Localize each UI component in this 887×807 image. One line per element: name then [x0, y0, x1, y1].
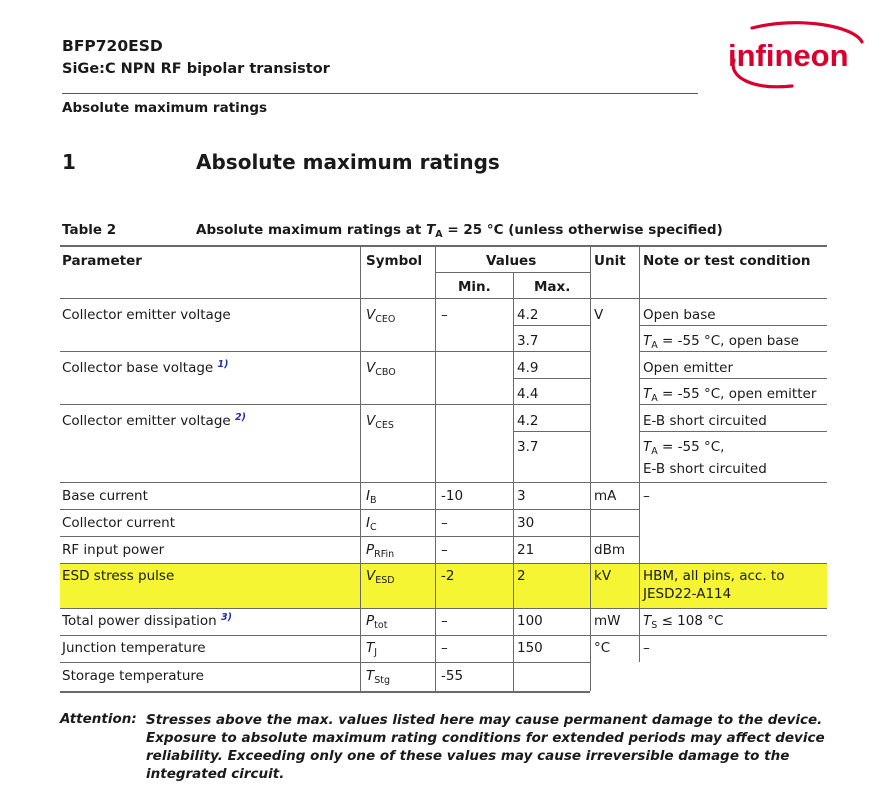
- row12-parameter: Storage temperature: [62, 668, 204, 684]
- row11-symbol: $T_J$: [366, 640, 378, 658]
- row6-note: –: [643, 488, 650, 504]
- row11-max: 150: [517, 640, 543, 656]
- product-subtitle: SiGe:C NPN RF bipolar transistor: [62, 61, 330, 77]
- row10-max: 100: [517, 613, 543, 629]
- attention-text: Stresses above the max. values listed here may cause permanent damage to the device. Exposure to absolute maximum rating conditions for extended periods may affect device reliability. Exceeding only one of these values may cause irreversible damage to the integrated circuit.: [146, 712, 825, 782]
- row3-max: 4.4: [517, 386, 539, 402]
- section-heading: Absolute maximum ratings: [196, 150, 500, 174]
- row11-parameter: Junction temperature: [62, 640, 206, 656]
- section-number: 1: [62, 150, 76, 174]
- product-name: BFP720ESD: [62, 37, 163, 55]
- row4-symbol: $V_{CES}$: [366, 413, 394, 431]
- footnote-3: 3): [220, 612, 232, 623]
- row7-parameter: Collector current: [62, 515, 176, 531]
- row0-note: Open base: [643, 307, 716, 323]
- row9-note: HBM, all pins, acc. to: [643, 568, 785, 584]
- row10-parameter: Total power dissipation $^{3)}$: [62, 612, 232, 629]
- row0-unit: V: [594, 307, 604, 323]
- row11-unit: °C: [594, 640, 611, 656]
- row5-note: $T_A = -55$ °C,: [643, 439, 725, 457]
- col-header-max: Max.: [534, 279, 571, 295]
- row4-note: E-B short circuited: [643, 413, 767, 429]
- row12-symbol: $T_{Stg}$: [366, 668, 391, 686]
- col-header-parameter: Parameter: [62, 253, 142, 269]
- row7-min: –: [441, 515, 448, 531]
- col-header-values: Values: [486, 253, 537, 269]
- row10-note: $T_S \le 108$ °C: [643, 613, 724, 631]
- row11-note: –: [643, 640, 650, 656]
- row0-max: 4.2: [517, 307, 539, 323]
- attention-label: Attention:: [60, 711, 137, 727]
- row5-max: 3.7: [517, 439, 539, 455]
- row8-unit: dBm: [594, 542, 625, 558]
- row6-symbol: $I_B$: [366, 488, 377, 506]
- footnote-1: 1): [217, 359, 229, 370]
- row1-max: 3.7: [517, 333, 539, 349]
- row2-max: 4.9: [517, 360, 539, 376]
- row6-unit: mA: [594, 488, 617, 504]
- row9-max: 2: [517, 568, 526, 584]
- logo-wordmark: infineon: [728, 38, 849, 73]
- row8-max: 21: [517, 542, 535, 558]
- row10-symbol: $P_{tot}$: [366, 613, 388, 631]
- running-section-title: Absolute maximum ratings: [62, 100, 268, 116]
- row6-parameter: Base current: [62, 488, 148, 504]
- footnote-2: 2): [235, 412, 246, 423]
- row7-symbol: $I_C$: [366, 515, 377, 533]
- row8-min: –: [441, 542, 448, 558]
- row5-note-line2: E-B short circuited: [643, 461, 767, 477]
- row11-min: –: [441, 640, 448, 656]
- row1-note: $T_A = -55$ °C, open base: [643, 333, 799, 351]
- infineon-logo: [714, 20, 866, 92]
- table-caption: Absolute maximum ratings at $T_A = 25$ °C (unless otherwise specified): [196, 222, 723, 240]
- table-id: Table 2: [62, 222, 117, 238]
- ratings-table: [60, 245, 827, 693]
- col-header-symbol: Symbol: [366, 253, 423, 269]
- row2-note: Open emitter: [643, 360, 733, 376]
- row6-min: -10: [441, 488, 464, 504]
- row9-note-line2: JESD22-A114: [643, 586, 732, 602]
- row0-parameter: Collector emitter voltage: [62, 307, 231, 323]
- row2-parameter: Collector base voltage $^{1)}$: [62, 359, 229, 376]
- row9-min: -2: [441, 568, 455, 584]
- col-header-unit: Unit: [594, 253, 626, 269]
- header-divider: [62, 93, 698, 94]
- row2-symbol: $V_{CBO}$: [366, 360, 396, 378]
- row8-symbol: $P_{RFin}$: [366, 542, 395, 560]
- row0-min: –: [441, 307, 448, 323]
- col-header-min: Min.: [458, 279, 491, 295]
- row10-min: –: [441, 613, 448, 629]
- col-header-note: Note or test condition: [643, 253, 811, 269]
- row10-unit: mW: [594, 613, 621, 629]
- row4-parameter: Collector emitter voltage $^{2)}$: [62, 412, 246, 429]
- row12-min: -55: [441, 668, 464, 684]
- row6-max: 3: [517, 488, 526, 504]
- row9-symbol: $V_{ESD}$: [366, 568, 395, 586]
- row9-unit: kV: [594, 568, 612, 584]
- row0-symbol: $V_{CEO}$: [366, 307, 396, 325]
- row7-max: 30: [517, 515, 535, 531]
- row3-note: $T_A = -55$ °C, open emitter: [643, 386, 817, 404]
- row4-max: 4.2: [517, 413, 539, 429]
- row9-parameter: ESD stress pulse: [62, 568, 175, 584]
- row8-parameter: RF input power: [62, 542, 165, 558]
